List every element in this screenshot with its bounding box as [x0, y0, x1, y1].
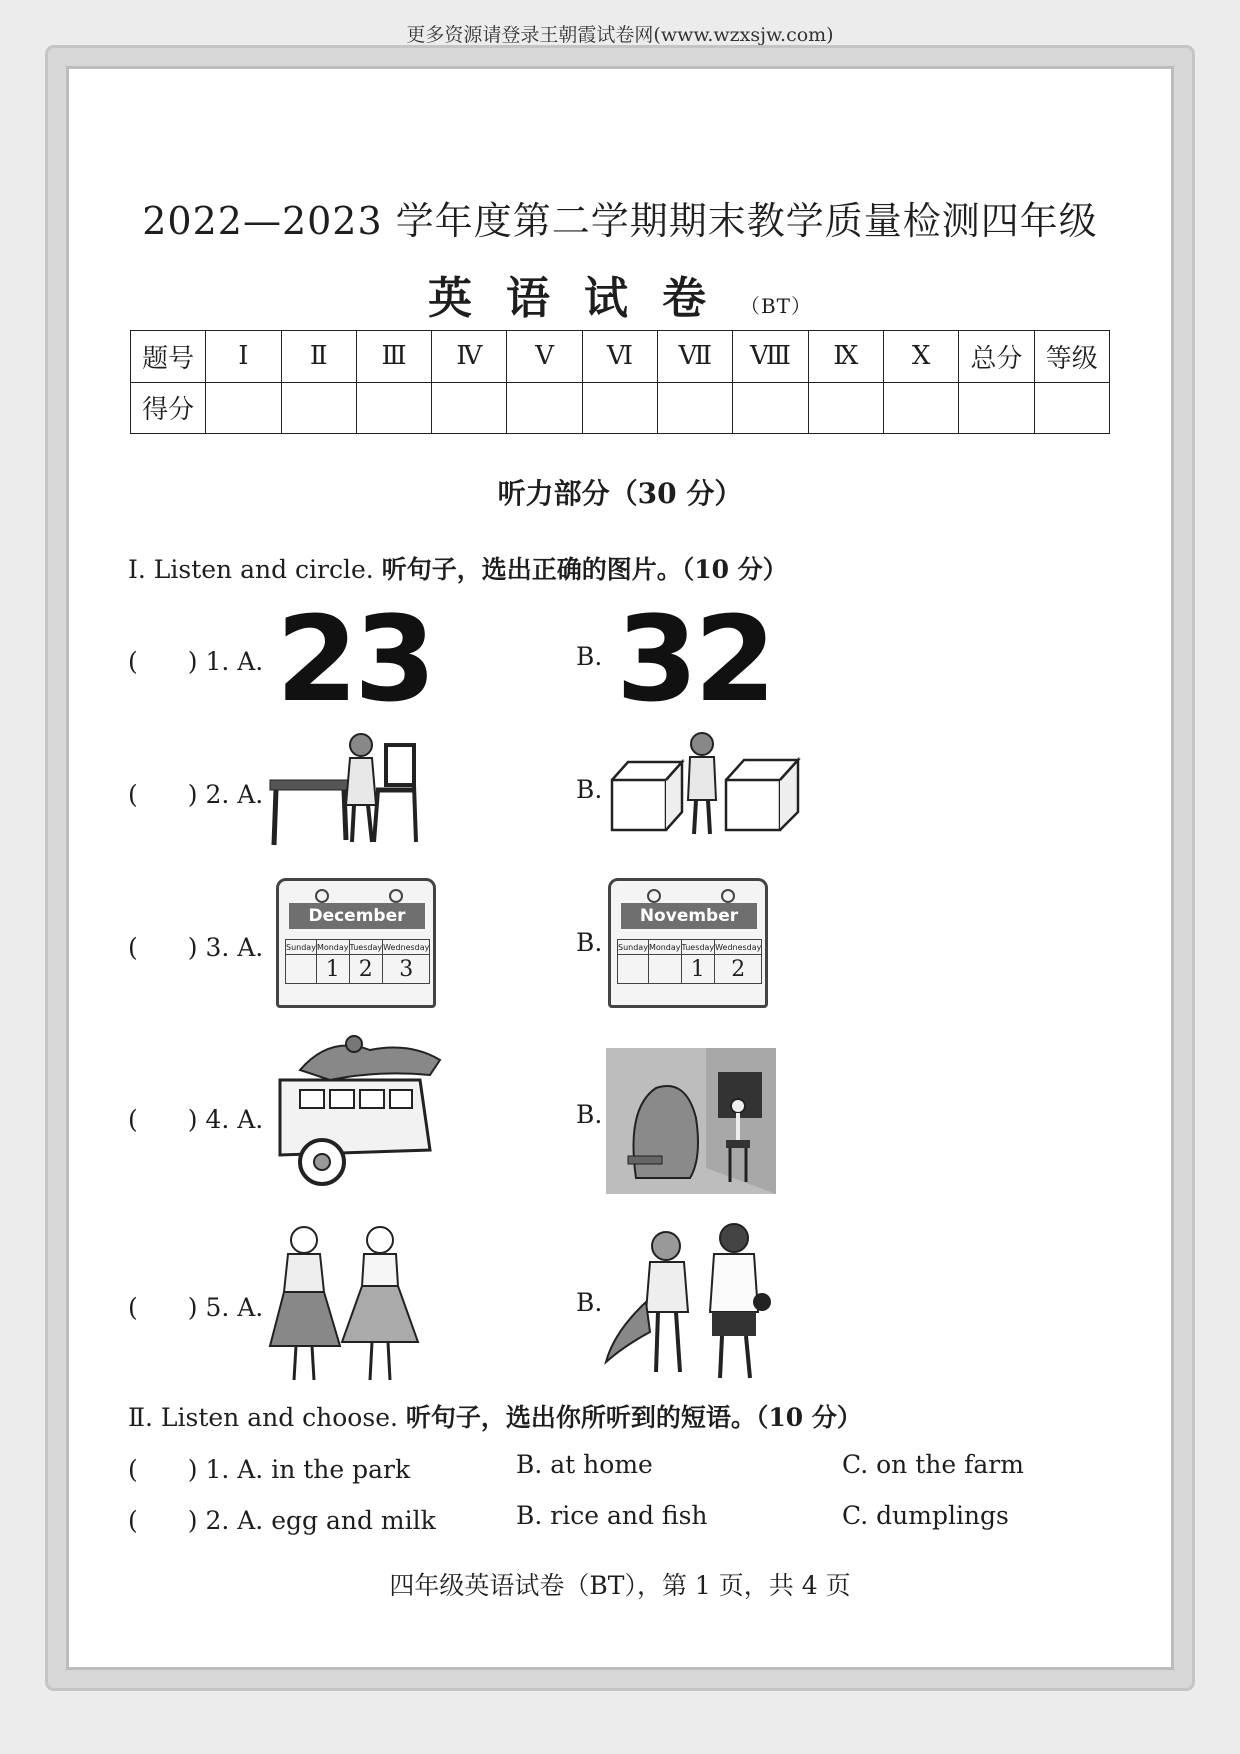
date-cell: 3 [383, 955, 430, 984]
score-cell[interactable] [733, 382, 808, 434]
calendar-ring-icon [389, 889, 403, 903]
score-cell[interactable] [432, 382, 507, 434]
score-table-row2-header: 得分 [131, 382, 206, 434]
weekday-label: Monday [648, 940, 681, 955]
monster-on-school-bus-picture[interactable] [270, 1030, 460, 1195]
weekday-label: Sunday [618, 940, 649, 955]
score-cell[interactable] [959, 382, 1034, 434]
number-23-picture[interactable]: 23 [276, 590, 433, 728]
score-col-grade: 等级 [1034, 331, 1109, 383]
part2-title-en: Ⅱ. Listen and choose. [128, 1403, 398, 1432]
calendar-grid [285, 939, 430, 984]
score-col-8: Ⅷ [733, 331, 808, 383]
score-cell[interactable] [883, 382, 958, 434]
score-cell[interactable] [808, 382, 883, 434]
score-col-3: Ⅲ [356, 331, 431, 383]
date-cell [618, 955, 649, 984]
score-cell[interactable] [582, 382, 657, 434]
score-cell[interactable] [507, 382, 582, 434]
part1-q3-label: ( ) 3. A. [128, 933, 264, 962]
site-watermark-note: 更多资源请登录王朝霞试卷网(www.wzxsjw.com) [406, 24, 834, 46]
part2-q2-option-a[interactable]: ( ) 2. A. egg and milk [128, 1506, 436, 1535]
weekday-label: Sunday [286, 940, 317, 955]
exam-title: 2022—2023 学年度第二学期期末教学质量检测四年级 [142, 199, 1098, 243]
score-table-score-row [131, 382, 1110, 434]
part1-title-en: Ⅰ. Listen and circle. [128, 555, 374, 584]
part1-title [128, 550, 788, 586]
score-table [130, 330, 1110, 434]
score-cell[interactable] [356, 382, 431, 434]
calendar-grid [617, 939, 762, 984]
page-footer: 四年级英语试卷（BT），第 1 页，共 4 页 [389, 1571, 851, 1600]
part1-q1-label: ( ) 1. A. [128, 647, 264, 676]
part1-q2-b-label: B. [576, 775, 603, 804]
score-cell[interactable] [206, 382, 281, 434]
score-col-2: Ⅱ [281, 331, 356, 383]
boy-between-desk-and-chair-picture[interactable] [266, 730, 426, 850]
calendar-ring-icon [721, 889, 735, 903]
part1-q5-b-label: B. [576, 1288, 603, 1317]
part1-q4-label: ( ) 4. A. [128, 1105, 264, 1134]
part1-q5-label: ( ) 5. A. [128, 1293, 264, 1322]
date-cell: 2 [715, 955, 762, 984]
score-col-4: Ⅳ [432, 331, 507, 383]
part1-q3-b-label: B. [576, 928, 603, 957]
part1-title-cn: 听句子，选出正确的图片。（10 分） [381, 555, 788, 584]
score-col-7: Ⅶ [658, 331, 733, 383]
weekday-label: Monday [316, 940, 349, 955]
subject-tag: （BT） [739, 294, 813, 318]
weekday-label: Tuesday [681, 940, 715, 955]
score-cell[interactable] [1034, 382, 1109, 434]
part2-title [128, 1398, 862, 1434]
part1-q2-label: ( ) 2. A. [128, 780, 264, 809]
part2-q1-option-b[interactable]: B. at home [516, 1450, 653, 1479]
score-col-10: Ⅹ [883, 331, 958, 383]
part2-q2-option-b[interactable]: B. rice and fish [516, 1501, 708, 1530]
part2-title-cn: 听句子，选出你所听到的短语。（10 分） [405, 1403, 862, 1432]
date-cell: 2 [349, 955, 383, 984]
weekday-label: Wednesday [383, 940, 430, 955]
calendar-november-picture[interactable] [608, 878, 768, 1008]
part2-q1-option-c[interactable]: C. on the farm [842, 1450, 1024, 1479]
calendar-december-picture[interactable] [276, 878, 436, 1008]
score-col-6: Ⅵ [582, 331, 657, 383]
subject-title [0, 262, 1240, 326]
date-cell [286, 955, 317, 984]
part2-q2-option-c[interactable]: C. dumplings [842, 1501, 1009, 1530]
score-col-9: Ⅸ [808, 331, 883, 383]
two-girls-picture[interactable] [268, 1222, 428, 1388]
score-cell[interactable] [281, 382, 356, 434]
score-cell[interactable] [658, 382, 733, 434]
calendar-month-december: December [289, 903, 425, 929]
listening-section-heading: 听力部分（30 分） [497, 477, 743, 510]
weekday-label: Tuesday [349, 940, 383, 955]
part2-q1-option-a[interactable]: ( ) 1. A. in the park [128, 1455, 411, 1484]
calendar-ring-icon [315, 889, 329, 903]
monster-and-boy-picture[interactable] [604, 1222, 784, 1388]
date-cell: 1 [316, 955, 349, 984]
score-col-1: Ⅰ [206, 331, 281, 383]
subject-title-text: 英语试卷 [427, 273, 740, 324]
score-col-5: Ⅴ [507, 331, 582, 383]
date-cell: 1 [681, 955, 715, 984]
date-cell [648, 955, 681, 984]
part1-q1-b-label: B. [576, 642, 603, 671]
score-table-row1-header: 题号 [131, 331, 206, 383]
monster-in-classroom-picture[interactable] [606, 1048, 776, 1194]
score-table-header-row [131, 331, 1110, 383]
score-col-total: 总分 [959, 331, 1034, 383]
weekday-label: Wednesday [715, 940, 762, 955]
calendar-month-november: November [621, 903, 757, 929]
part1-q4-b-label: B. [576, 1100, 603, 1129]
number-32-picture[interactable]: 32 [616, 590, 773, 728]
calendar-ring-icon [647, 889, 661, 903]
boy-between-boxes-picture[interactable] [606, 730, 802, 840]
